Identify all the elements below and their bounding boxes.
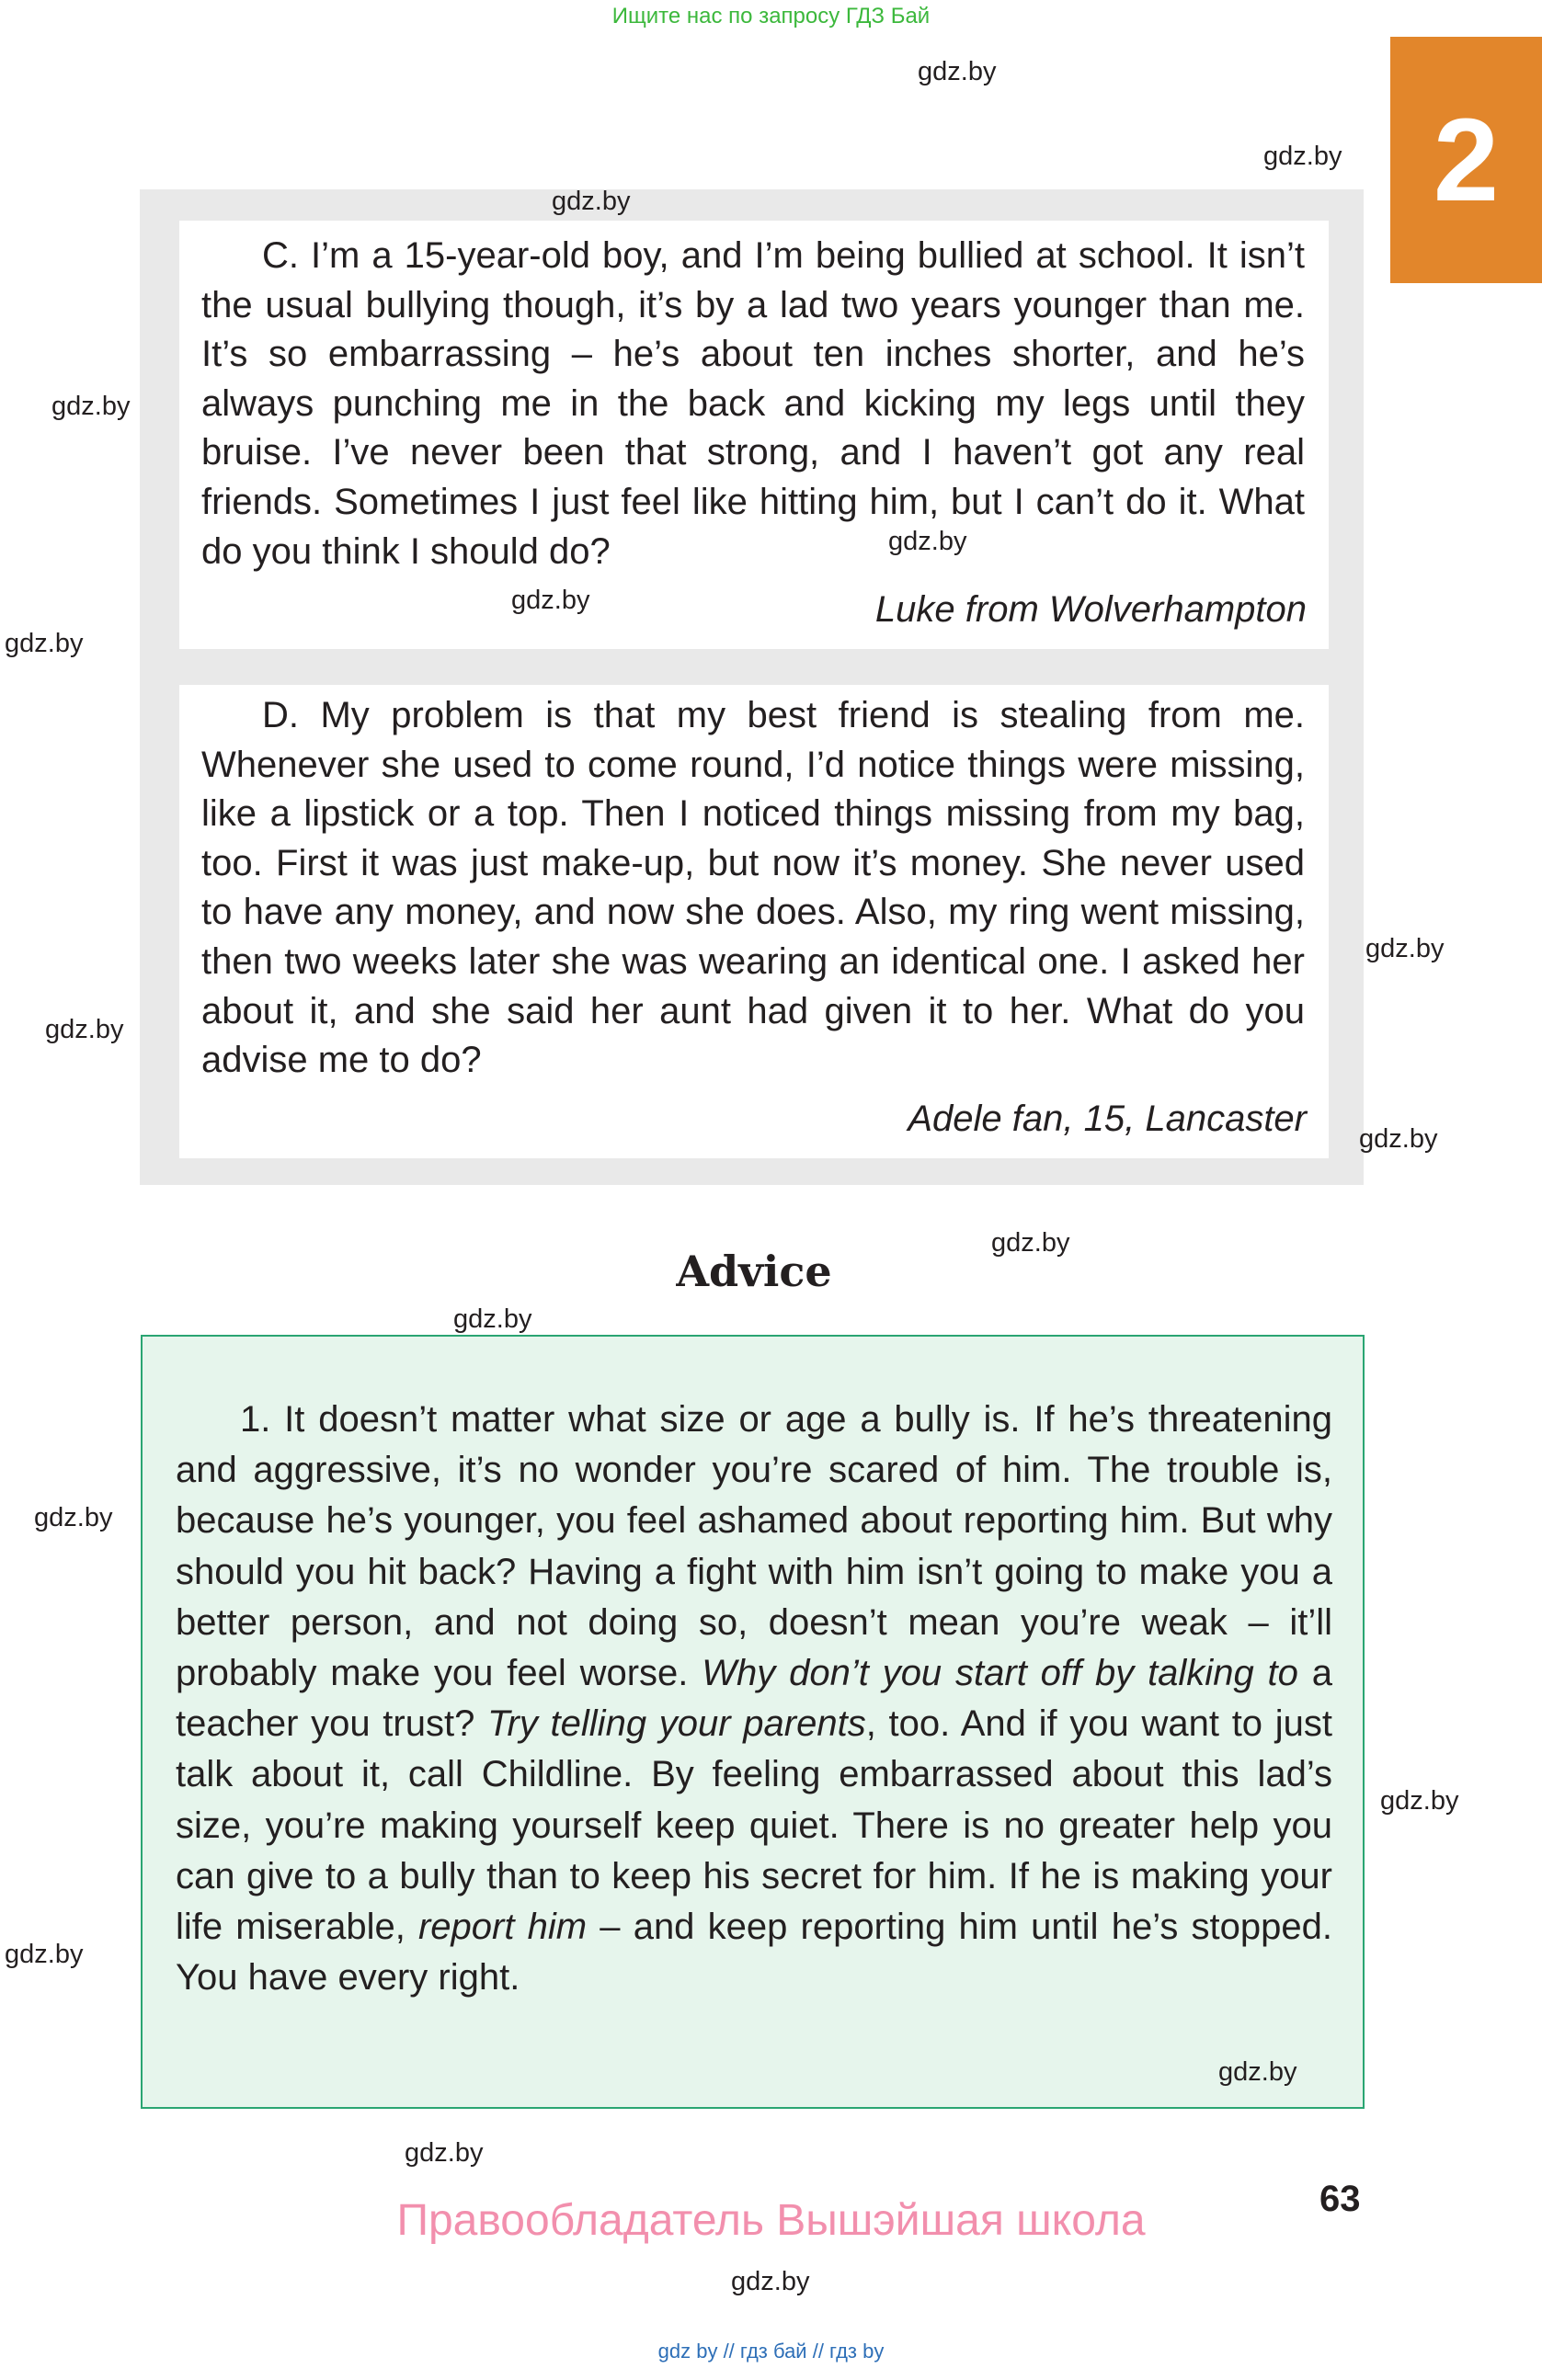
watermark: gdz.by bbox=[1380, 1786, 1459, 1816]
watermark: gdz.by bbox=[731, 2267, 810, 2296]
watermark: gdz.by bbox=[511, 586, 590, 615]
watermark: gdz.by bbox=[45, 1015, 124, 1044]
watermark: gdz.by bbox=[1365, 934, 1445, 963]
copyright-notice: Правообладатель Вышэйшая школа bbox=[396, 2196, 1146, 2245]
letter-c-card bbox=[179, 221, 1329, 649]
advice-heading: Advice bbox=[676, 1247, 832, 1296]
watermark: gdz.by bbox=[1263, 142, 1342, 171]
watermark: gdz.by bbox=[1359, 1124, 1438, 1154]
watermark: gdz.by bbox=[1218, 2057, 1297, 2087]
watermark: gdz.by bbox=[5, 1940, 84, 1969]
letter-d-card bbox=[179, 685, 1329, 1158]
footer-links: gdz by // гдз бай // гдз by bbox=[657, 2340, 885, 2363]
letter-c-signature: Luke from Wolverhampton bbox=[874, 589, 1307, 630]
page-number: 63 bbox=[1319, 2179, 1361, 2219]
letter-c-text: C. I’m a 15-year-old boy, and I’m being bullied at school. It isn’t the usual bullying though, it’s by a lad two years younger than me. It’s so embarrassing – he’s about ten inches shorter, and he’s always punching me in the back and kicking my legs until they bruise. I’ve never been that strong, and I haven’t got any real friends. Sometimes I just feel like hitting him, but I can’t do it. What do you think I should do? bbox=[201, 235, 1305, 572]
advice-text: 1. It doesn’t matter what size or age a bully is. If he’s threatening and aggressive, it’s no wonder you’re scared of him. The trouble is, because he’s younger, you feel ashamed about reporting him. But why should you hit back? Having a fight with him isn’t going to make you a better person, and not doing so, doesn’t mean you’re weak – it’ll probably make you feel worse. Why don’t you start off by talking to a teacher you trust? Try telling your parents, too. And if you want to just talk about it, call Childline. By feeling embarrassed about this lad’s size, you’re making yourself keep quiet. There is no greater help you can give to a bully than to keep his secret for him. If he is making your life miserable, report him – and keep reporting him until he’s stopped. You have every right. bbox=[176, 1399, 1332, 1999]
chapter-number: 2 bbox=[1433, 94, 1500, 226]
watermark: gdz.by bbox=[552, 187, 631, 216]
watermark: gdz.by bbox=[991, 1228, 1070, 1258]
letter-d-signature: Adele fan, 15, Lancaster bbox=[908, 1099, 1307, 1139]
watermark: gdz.by bbox=[51, 392, 131, 421]
watermark: gdz.by bbox=[34, 1503, 113, 1532]
watermark: gdz.by bbox=[918, 57, 997, 86]
advice-box bbox=[141, 1335, 1365, 2109]
watermark: gdz.by bbox=[5, 629, 84, 658]
watermark: gdz.by bbox=[405, 2138, 484, 2168]
letter-d-text: D. My problem is that my best friend is stealing from me. Whenever she used to come round, I’d notice things were missing, like a lipstick or a top. Then I noticed things missing from my bag, too. First it was just make-up, but now it’s money. She never used to have any money, and now she does. Also, my ring went missing, then two weeks later she was wearing an identical one. I asked her about it, and she said her aunt had given it to her. What do you advise me to do? bbox=[201, 695, 1305, 1081]
watermark: gdz.by bbox=[888, 527, 967, 556]
top-banner: Ищите нас по запросу ГДЗ Бай bbox=[611, 4, 931, 28]
watermark: gdz.by bbox=[453, 1304, 532, 1334]
chapter-tab bbox=[1390, 37, 1542, 283]
